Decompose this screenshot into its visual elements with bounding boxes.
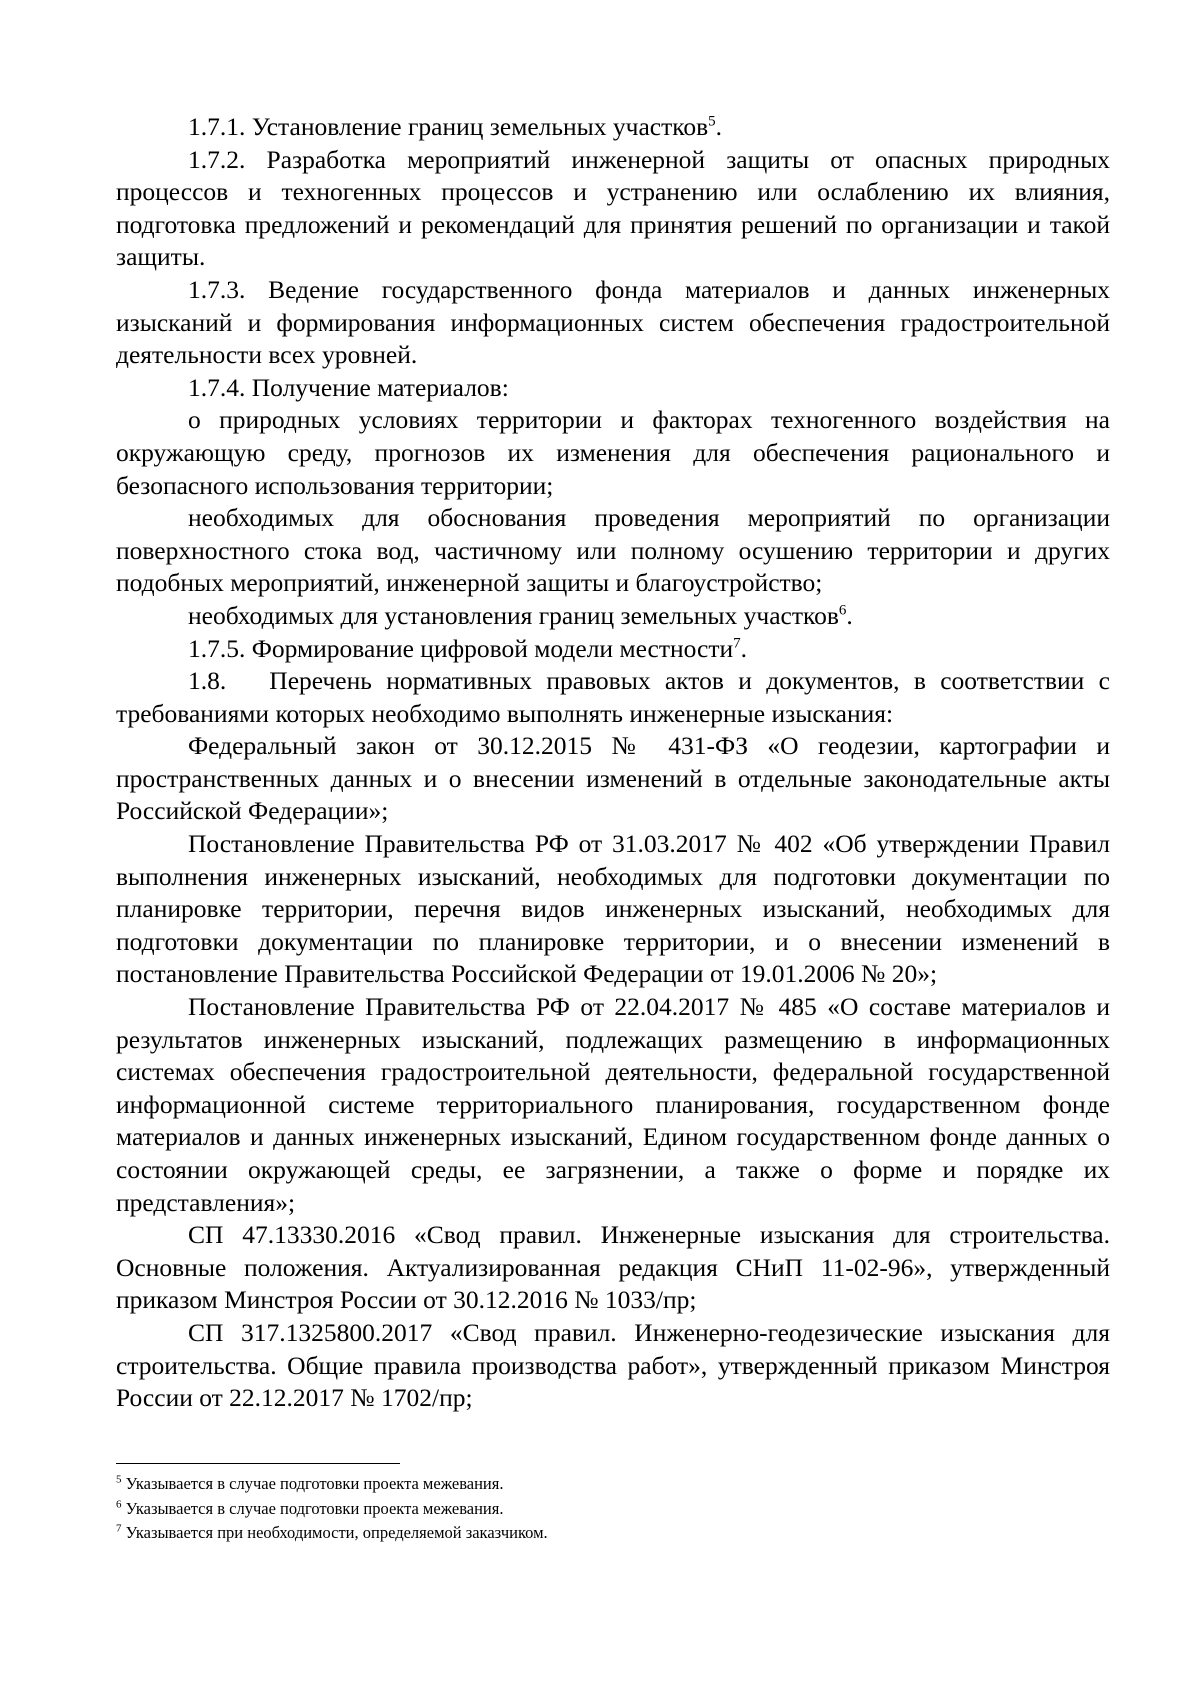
footnote-ref: 6 [838, 602, 847, 619]
paragraph-1-7-4: 1.7.4. Получение материалов: [188, 372, 509, 402]
footnote-mark: 5 [116, 1473, 122, 1486]
paragraph-punct: . [740, 633, 748, 663]
footnote-text: Указывается при необходимости, определяемой заказчиком. [121, 1523, 548, 1542]
footnote-5 [116, 1472, 1110, 1497]
footnote-ref: 5 [708, 113, 716, 130]
footnotes [116, 1472, 1110, 1546]
footnote-text: Указывается в случае подготовки проекта межевания. [121, 1498, 504, 1518]
paragraph-sp-47: СП 47.13330.2016 «Свод правил. Инженерные изыскания для строительства. Основные положения. Актуализированная редакция СНиП 11-02-96», утвержденный приказом Минстроя России от 30.12.2016 № 1033/пр; [116, 1220, 1110, 1315]
footnote-7 [116, 1521, 1110, 1546]
paragraph-federal-law: Федеральный закон от 30.12.2015 № 431-ФЗ «О геодезии, картографии и пространственных данных и о внесении изменений в отдельные законодательные акты Российской Федерации»; [116, 731, 1110, 826]
footnote-text: Указывается в случае подготовки проекта межевания. [121, 1474, 504, 1493]
paragraph-punct: . [846, 600, 853, 630]
paragraph-land-boundaries [116, 600, 1110, 633]
footnote-ref: 7 [733, 635, 741, 651]
paragraph-1-7-1 [116, 111, 1110, 144]
paragraph-1-7-5 [116, 633, 1110, 666]
paragraph-sp-317: СП 317.1325800.2017 «Свод правил. Инженерно-геодезические изыскания для строительства. Общие правила производства работ», утвержденный приказом Минстроя России от 22.12.2017 № 1702/пр; [116, 1317, 1110, 1413]
paragraph-resolution-485: Постановление Правительства РФ от 22.04.2017 № 485 «О составе материалов и результатов инженерных изысканий, подлежащих размещению в информационных системах обеспечения градостроительной деятельности, федеральной государственной информационной системе территориального планирования, государственном фонде материалов и данных инженерных изысканий, Едином государственном фонде данных о состоянии окружающей среды, ее загрязнении, а также о форме и порядке их представления»; [116, 992, 1110, 1217]
body-text [116, 111, 1117, 1415]
paragraph-text: 1.7.1. Установление границ земельных участков [188, 112, 709, 141]
paragraph-text: 1.7.5. Формирование цифровой модели местности [188, 633, 734, 663]
paragraph-punct: . [715, 112, 723, 141]
footnote-6 [116, 1497, 1110, 1522]
paragraph-surface-runoff: необходимых для обоснования проведения мероприятий по организации поверхностного стока вод, частичному или полному осушению территории и других подобных мероприятий, инженерной защиты и благоустройство; [116, 503, 1110, 598]
footnote-separator [116, 1463, 400, 1464]
paragraph-1-7-3: 1.7.3. Ведение государственного фонда материалов и данных инженерных изысканий и формирования информационных систем обеспечения градостроительной деятельности всех уровней. [116, 274, 1110, 370]
paragraph-resolution-402: Постановление Правительства РФ от 31.03.2017 № 402 «Об утверждении Правил выполнения инженерных изысканий, необходимых для подготовки документации по планировке территории, перечня видов инженерных изысканий, необходимых для подготовки документации по планировке территории, и о внесении изменений в постановление Правительства Российской Федерации от 19.01.2006 № 20»; [116, 829, 1110, 989]
paragraph-text: необходимых для установления границ земельных участков [188, 600, 839, 630]
paragraph-natural-conditions: о природных условиях территории и факторах техногенного воздействия на окружающую среду, прогнозов их изменения для обеспечения рационального и безопасного использования территории; [116, 405, 1110, 500]
footnote-mark: 6 [116, 1498, 122, 1510]
paragraph-1-7-2: 1.7.2. Разработка мероприятий инженерной защиты от опасных природных процессов и техногенных процессов и устранению или ослаблению их влияния, подготовка предложений и рекомендаций для принятия решений по организации и такой защиты. [116, 144, 1110, 272]
paragraph-1-8: 1.8. Перечень нормативных правовых актов и документов, в соответствии с требованиями которых необходимо выполнять инженерные изыскания: [116, 666, 1117, 728]
footnote-mark: 7 [116, 1522, 122, 1535]
